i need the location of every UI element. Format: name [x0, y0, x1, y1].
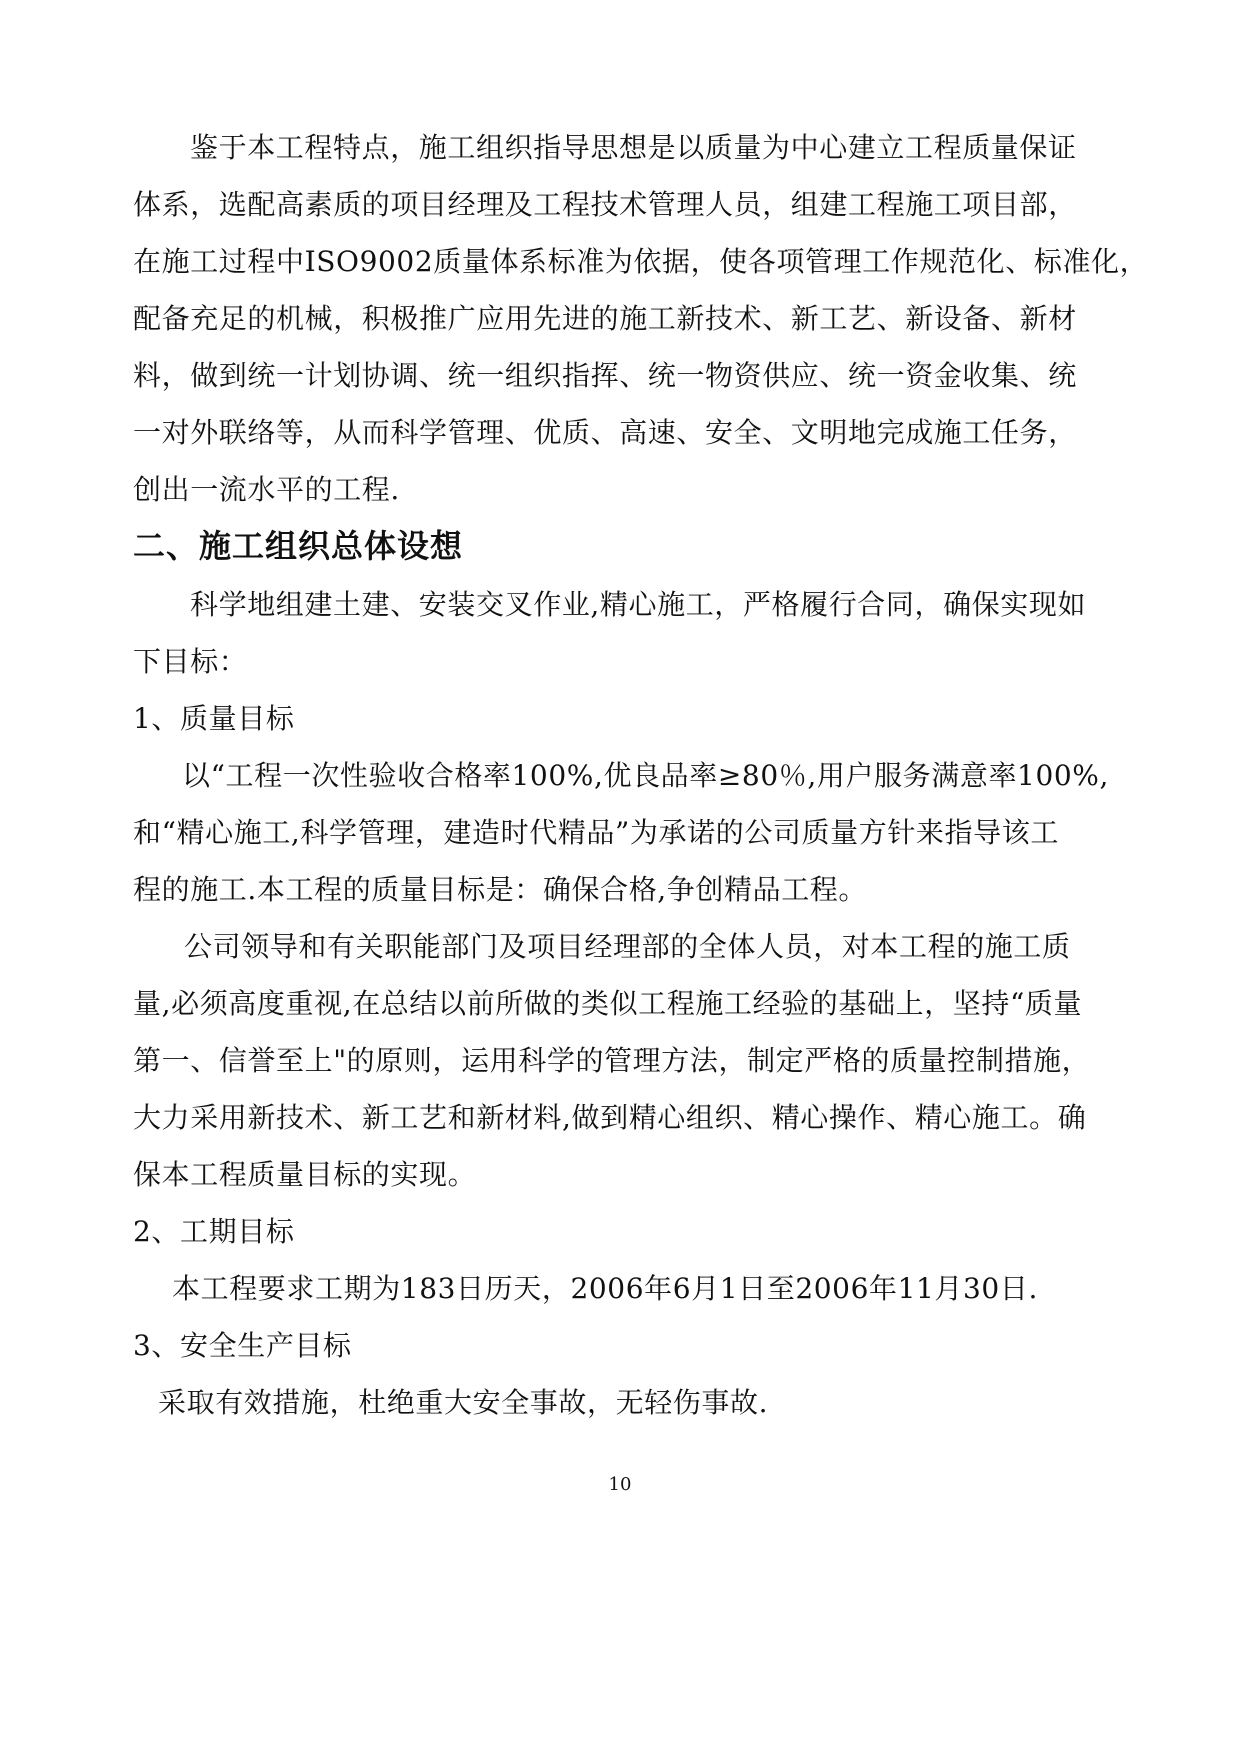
subsection-title: 2、工期目标 — [133, 1215, 295, 1248]
paragraph-line: 量,必须高度重视,在总结以前所做的类似工程施工经验的基础上，坚持“质量 — [133, 987, 1083, 1020]
page-number: 10 — [608, 1474, 632, 1495]
paragraph-line: 大力采用新技术、新工艺和新材料,做到精心组织、精心操作、精心施工。确 — [133, 1101, 1087, 1134]
paragraph-line: 公司领导和有关职能部门及项目经理部的全体人员，对本工程的施工质 — [184, 930, 1071, 963]
section-heading: 二、施工组织总体设想 — [133, 527, 464, 565]
paragraph-line: 一对外联络等，从而科学管理、优质、高速、安全、文明地完成施工任务， — [133, 416, 1077, 449]
paragraph-line: 体系，选配高素质的项目经理及工程技术管理人员，组建工程施工项目部， — [133, 188, 1077, 221]
paragraph-line: 本工程要求工期为183日历天，2006年6月1日至2006年11月30日. — [172, 1272, 1038, 1305]
paragraph-line: 在施工过程中ISO9002质量体系标准为依据，使各项管理工作规范化、标准化， — [133, 245, 1149, 278]
paragraph-line: 程的施工.本工程的质量目标是：确保合格,争创精品工程。 — [133, 873, 868, 906]
paragraph-line: 鉴于本工程特点，施工组织指导思想是以质量为中心建立工程质量保证 — [190, 131, 1077, 164]
paragraph-line: 配备充足的机械，积极推广应用先进的施工新技术、新工艺、新设备、新材 — [133, 302, 1077, 335]
paragraph-line: 下目标： — [133, 645, 248, 678]
subsection-title: 3、安全生产目标 — [133, 1329, 352, 1362]
paragraph-line: 以“工程一次性验收合格率100%,优良品率≥80％,用户服务满意率100%, — [182, 759, 1110, 792]
paragraph-line: 创出一流水平的工程. — [133, 473, 400, 506]
paragraph-line: 第一、信誉至上"的原则，运用科学的管理方法，制定严格的质量控制措施， — [133, 1044, 1091, 1077]
subsection-title: 1、质量目标 — [133, 702, 295, 735]
paragraph-line: 料，做到统一计划协调、统一组织指挥、统一物资供应、统一资金收集、统 — [133, 359, 1077, 392]
paragraph-line: 科学地组建土建、安装交叉作业,精心施工，严格履行合同，确保实现如 — [190, 588, 1087, 621]
paragraph-line: 和“精心施工,科学管理，建造时代精品”为承诺的公司质量方针来指导该工 — [133, 816, 1059, 849]
paragraph-line: 采取有效措施，杜绝重大安全事故，无轻伤事故. — [158, 1386, 769, 1419]
paragraph-line: 保本工程质量目标的实现。 — [133, 1158, 477, 1191]
